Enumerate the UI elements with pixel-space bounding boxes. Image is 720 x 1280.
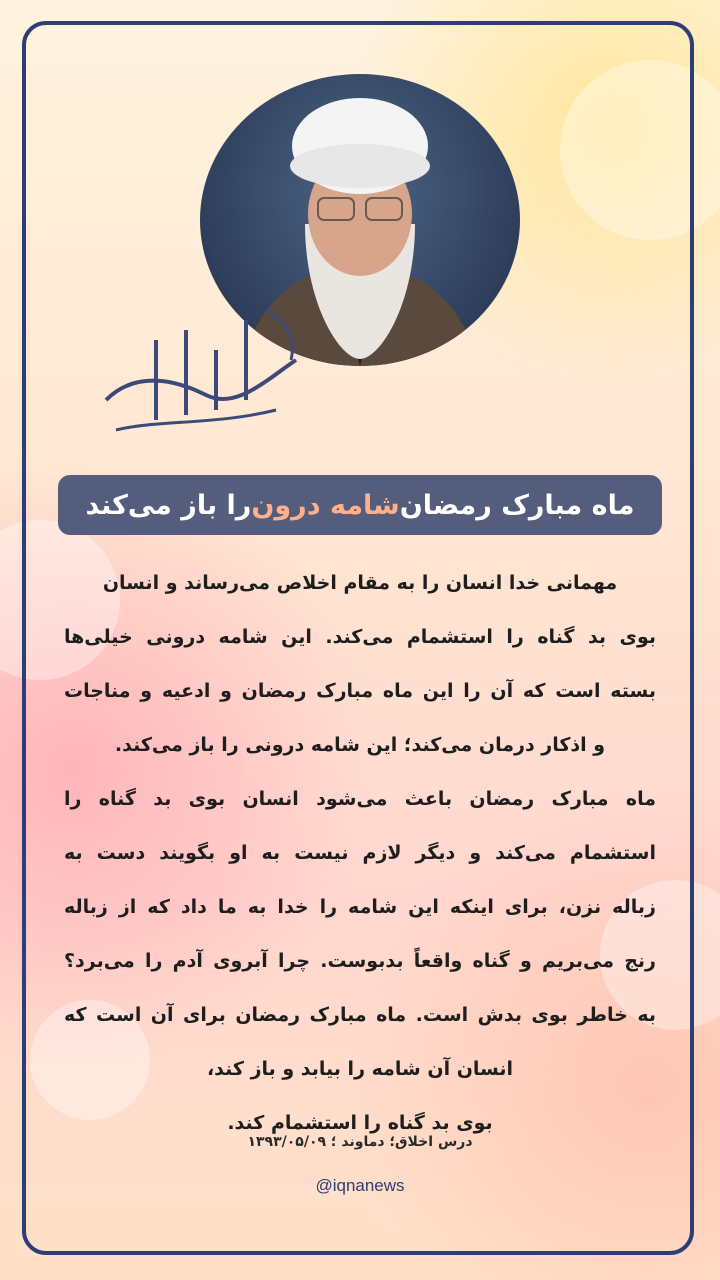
quote-line: انسان آن شامه را بیابد و باز کند، (206, 1058, 514, 1080)
headline-highlight: شامه درون (251, 489, 400, 521)
calligraphy-signature (96, 300, 326, 450)
quote-line: رنج می‌بریم و گناه واقعاً بدبوست. چرا آبروی آدم را می‌برد؟ (64, 950, 656, 972)
headline-part1: ماه مبارک رمضان (399, 489, 635, 521)
quote-body (64, 556, 656, 1150)
quote-line: بوی بد گناه را استشمام می‌کند. این شامه درونی خیلی‌ها (64, 626, 656, 648)
social-handle: @iqnanews (315, 1176, 405, 1195)
headline-part2: را باز می‌کند (85, 489, 252, 521)
quote-line: زباله نزن، برای اینکه این شامه را خدا به ما داد که از زباله (64, 896, 656, 918)
quote-line: ماه مبارک رمضان باعث می‌شود انسان بوی بد گناه را (64, 788, 656, 810)
source-citation: درس اخلاق؛ دماوند ؛ ۱۳۹۳/۰۵/۰۹ (247, 1134, 473, 1150)
quote-line: استشمام می‌کند و دیگر لازم نیست به او بگویند دست به (64, 842, 656, 864)
quote-line: مهمانی خدا انسان را به مقام اخلاص می‌رساند و انسان (102, 572, 618, 594)
quote-line: و اذکار درمان می‌کند؛ این شامه درونی را باز می‌کند. (114, 734, 606, 756)
quote-line: بسته است که آن را این ماه مبارک رمضان و ادعیه و مناجات (64, 680, 656, 702)
quote-line: به خاطر بوی بدش است. ماه مبارک رمضان برای آن است که (64, 1004, 656, 1026)
headline-bar (58, 475, 662, 535)
quote-line: بوی بد گناه را استشمام کند. (227, 1112, 493, 1134)
